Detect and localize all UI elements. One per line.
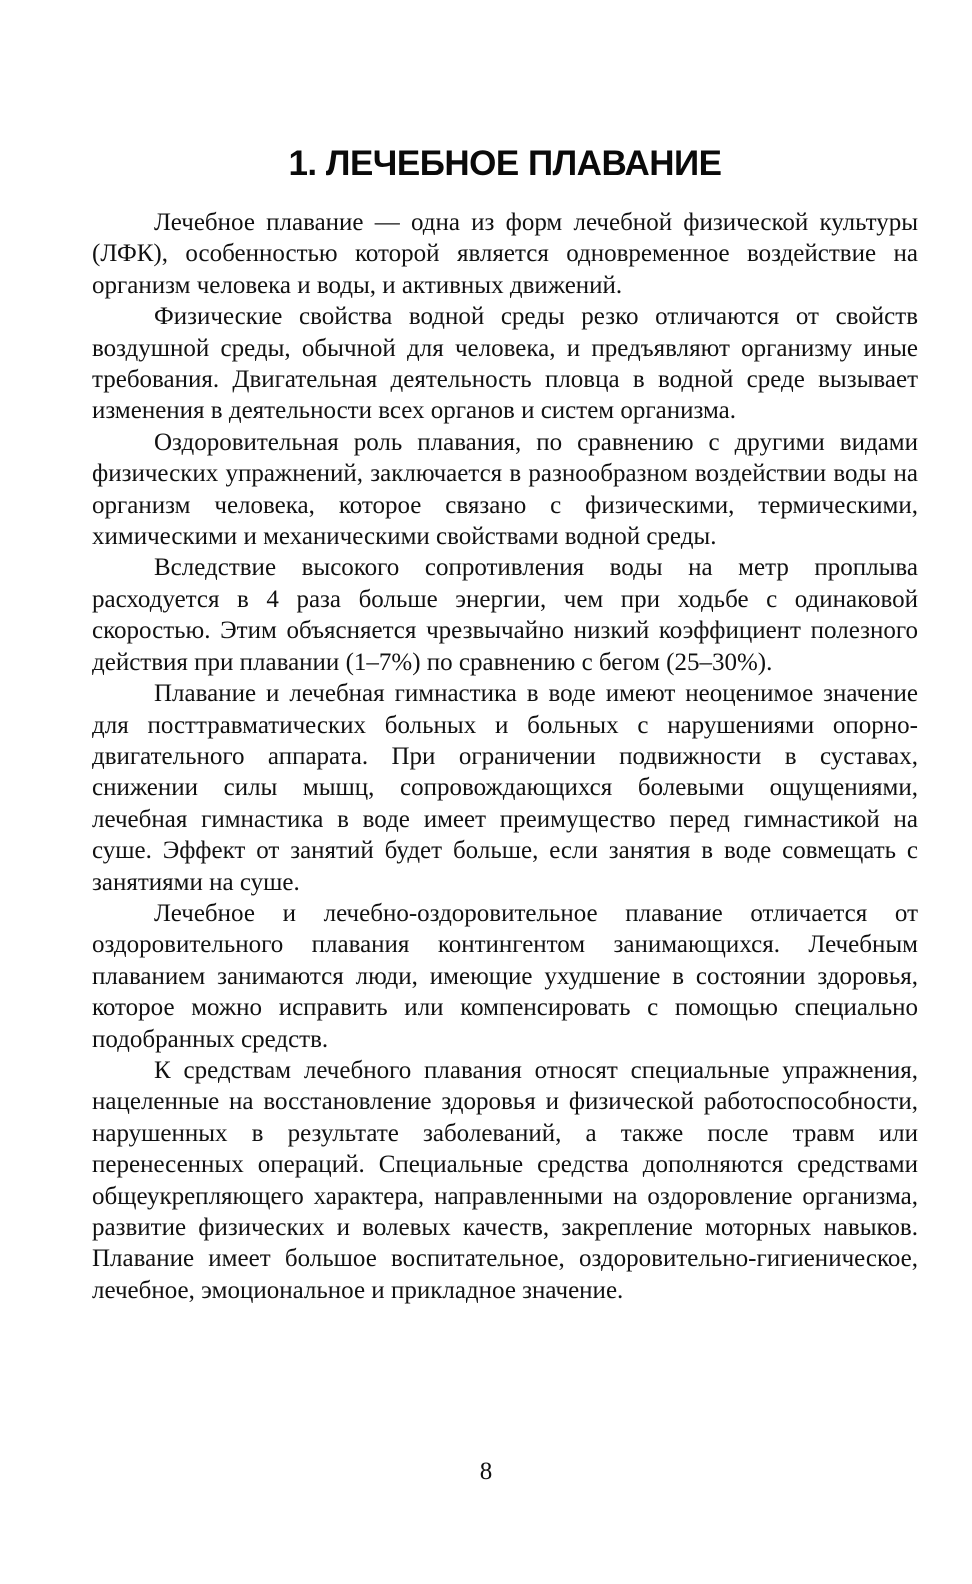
paragraph: Оздоровительная роль плавания, по сравнению с другими видами физических упражнений, заключается в разнообразном воздействии воды на организм человека, которое связано с физическими, термическими, химическими и механическими свойствами водной среды. <box>92 428 918 551</box>
page-number: 8 <box>479 1458 493 1485</box>
paragraph: Лечебное и лечебно-оздоровительное плавание отличается от оздоровительного плавания контингентом занимающихся. Лечебным плаванием занимаются люди, имеющие ухудшение в состоянии здоровья, которое можно исправить или компенсировать с помощью специально подобранных средств. <box>92 899 918 1053</box>
paragraph: К средствам лечебного плавания относят специальные упражнения, нацеленные на восстановление здоровья и физической работоспособности, нарушенных в результате заболеваний, а также после травм или перенесенных операций. Специальные средства дополняются средствами общеукрепляющего характера, направленными на оздоровление организма, развитие физических и волевых качеств, закрепление моторных навыков. Плавание имеет большое воспитательное, оздоровительно-гигиеническое, лечебное, эмоциональное и прикладное значение. <box>92 1056 918 1304</box>
chapter-body <box>92 207 918 1306</box>
paragraph: Плавание и лечебная гимнастика в воде имеют неоценимое значение для посттравматических больных и больных с нарушениями опорно-двигательного аппарата. При ограничении подвижности в суставах, снижении силы мышц, сопровождающихся болевыми ощущениями, лечебная гимнастика в воде имеет преимущество перед гимнастикой на суше. Эффект от занятий будет больше, если занятия в воде совмещать с занятиями на суше. <box>92 680 918 896</box>
paragraph: Вследствие высокого сопротивления воды на метр проплыва расходуется в 4 раза больше энергии, чем при ходьбе с одинаковой скоростью. Этим объясняется чрезвычайно низкий коэффициент полезного действия при плавании (1–7%) по сравнению с бегом (25–30%). <box>92 554 918 676</box>
paragraph: Физические свойства водной среды резко отличаются от свойств воздушной среды, обычной для человека, и предъявляют организму иные требования. Двигательная деятельность пловца в водной среде вызывает изменения в деятельности всех органов и систем организма. <box>92 303 918 425</box>
chapter-title: 1. ЛЕЧЕБНОЕ ПЛАВАНИЕ <box>288 144 722 183</box>
paragraph: Лечебное плавание — одна из форм лечебной физической культуры (ЛФК), особенностью которой является одновременное воздействие на организм человека и воды, и активных движений. <box>92 209 918 299</box>
